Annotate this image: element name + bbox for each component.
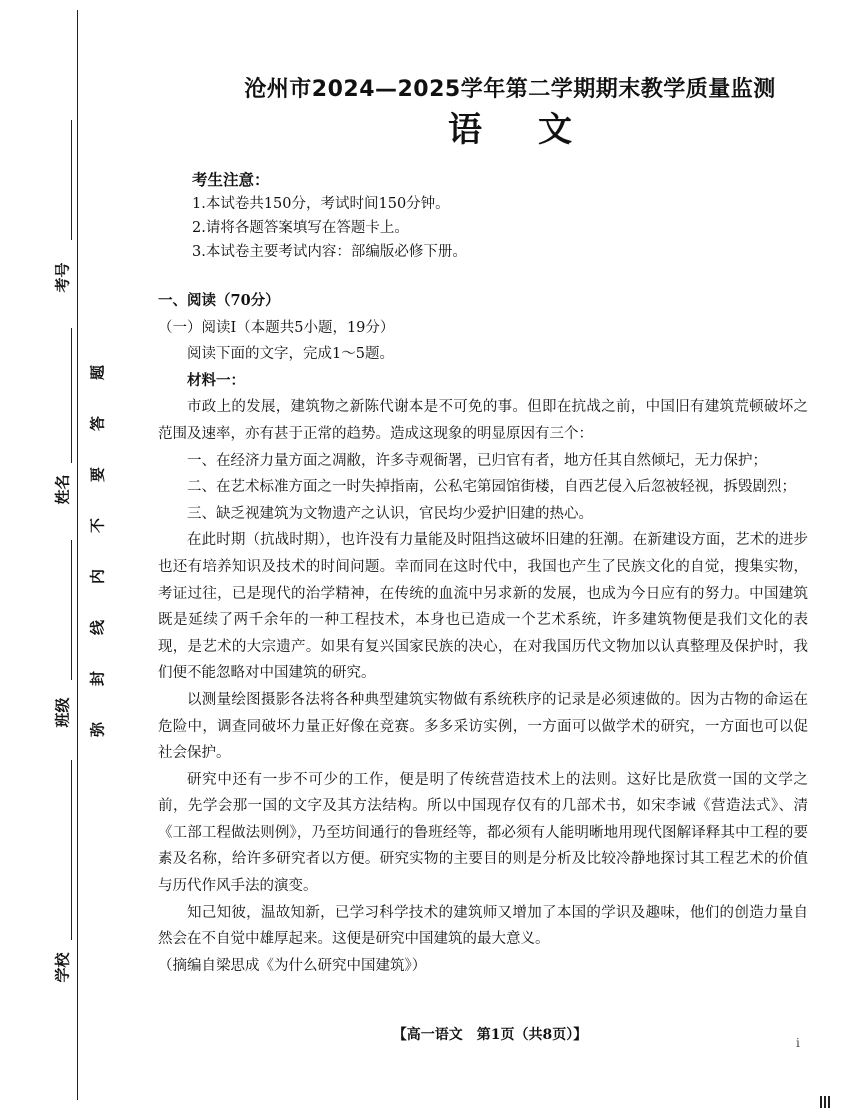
passage-paragraph: 在此时期（抗战时期），也许没有力量能及时阻挡这破坏旧建的狂潮。在新建设方面，艺术的进步也还有培养知识及技术的时间问题。幸而同在这时代中，我国也产生了民族文化的自觉，搜集实物，考证过往，已是现代的治学精神，在传统的血流中另求新的发展，也成为今日应有的努力。中国建筑既是延续了两千余年的一种工程技术，本身也已造成一个艺术系统，许多建筑物便是我们文化的表现，是艺术的大宗遗产。如果有复兴国家民族的决心，在对我国历代文物加以认真整理及保护时，我们便不能忽略对中国建筑的研究。	[158, 532, 808, 682]
seal-text-char: 答	[88, 416, 107, 432]
school-label: 学校	[53, 952, 72, 983]
notice-item: 2.请将各题答案填写在答题卡上。	[192, 220, 409, 236]
seal-text-char: 题	[88, 365, 107, 381]
passage-source: （摘编自梁思成《为什么研究中国建筑》）	[158, 957, 427, 974]
class-fill-line	[71, 540, 72, 680]
notice-item: 3.本试卷主要考试内容：部编版必修下册。	[192, 244, 467, 260]
passage-paragraph: 以测量绘图摄影各法将各种典型建筑实物做有系统秩序的记录是必须速做的。因为古物的命运在危险中，调查同破坏力量正好像在竞赛。多多采访实例，一方面可以做学术的研究，一方面也可以促社会保护。	[158, 691, 808, 762]
passage-paragraph: 知己知彼，温故知新，已学习科学技术的建筑师又增加了本国的学识及趣味，他们的创造力量自然会在不自觉中雄厚起来。这便是研究中国建筑的最大意义。	[158, 904, 808, 948]
school-fill-line	[71, 760, 72, 940]
reading-instruction: 阅读下面的文字，完成1～5题。	[187, 346, 394, 363]
passage-paragraph: 三、缺乏视建筑为文物遗产之认识，官民均少爱护旧建的热心。	[187, 505, 593, 522]
section-title: 一、阅读（70分）	[158, 292, 280, 309]
reading-section	[158, 288, 808, 979]
passage-paragraph: 市政上的发展，建筑物之新陈代谢本是不可免的事。但即在抗战之前，中国旧有建筑荒顿破坏之范围及速率，亦有甚于正常的趋势。造成这现象的明显原因有三个：	[158, 399, 808, 442]
passage-paragraph: 二、在艺术标准方面之一时失掉指南，公私宅第园馆街楼，自西艺侵入后忽被轻视，拆毁剧烈；	[187, 479, 796, 496]
binding-margin	[0, 0, 140, 1113]
seal-text-char: 内	[88, 569, 107, 585]
section-subtitle: （一）阅读Ⅰ（本题共5小题，19分）	[158, 319, 395, 336]
material-label: 材料一：	[187, 371, 245, 389]
page-footer: 【高一语文 第1页（共8页）】	[392, 1027, 588, 1043]
qr-code-icon	[820, 1096, 832, 1108]
class-label: 班级	[53, 697, 72, 728]
binding-line	[77, 10, 78, 1100]
corner-mark: i	[796, 1036, 800, 1050]
exam-number-label: 考号	[53, 262, 72, 293]
seal-text-char: 要	[88, 467, 107, 483]
exam-title: 沧州市2024—2025学年第二学期期末教学质量监测	[244, 77, 776, 102]
seal-text-char: 弥	[88, 722, 107, 738]
seal-text-char: 不	[88, 518, 107, 534]
name-fill-line	[71, 328, 72, 463]
notice-heading: 考生注意：	[192, 171, 270, 189]
seal-text-char: 封	[88, 671, 107, 687]
notice-item: 1.本试卷共150分，考试时间150分钟。	[192, 196, 450, 212]
seal-text-char: 线	[88, 620, 107, 636]
passage-paragraph: 一、在经济力量方面之凋敝，许多寺观衙署，已归官有者，地方任其自然倾圮，无力保护；	[187, 452, 767, 469]
candidate-notice	[192, 168, 467, 264]
passage-paragraph: 研究中还有一步不可少的工作，便是明了传统营造技术上的法则。这好比是欣赏一国的文学之前，先学会那一国的文字及其方法结构。所以中国现存仅有的几部术书，如宋李诫《营造法式》、清《工部工程做法则例》，乃至坊间通行的鲁班经等，都必须有人能明晰地用现代图解译释其中工程的要素及名称，给许多研究者以方便。研究实物的主要目的则是分析及比较冷静地探讨其工程艺术的价值与历代作风手法的演变。	[158, 771, 808, 895]
exam-number-fill-line	[71, 120, 72, 240]
name-label: 姓名	[53, 474, 72, 505]
subject-title: 语文	[448, 110, 628, 150]
